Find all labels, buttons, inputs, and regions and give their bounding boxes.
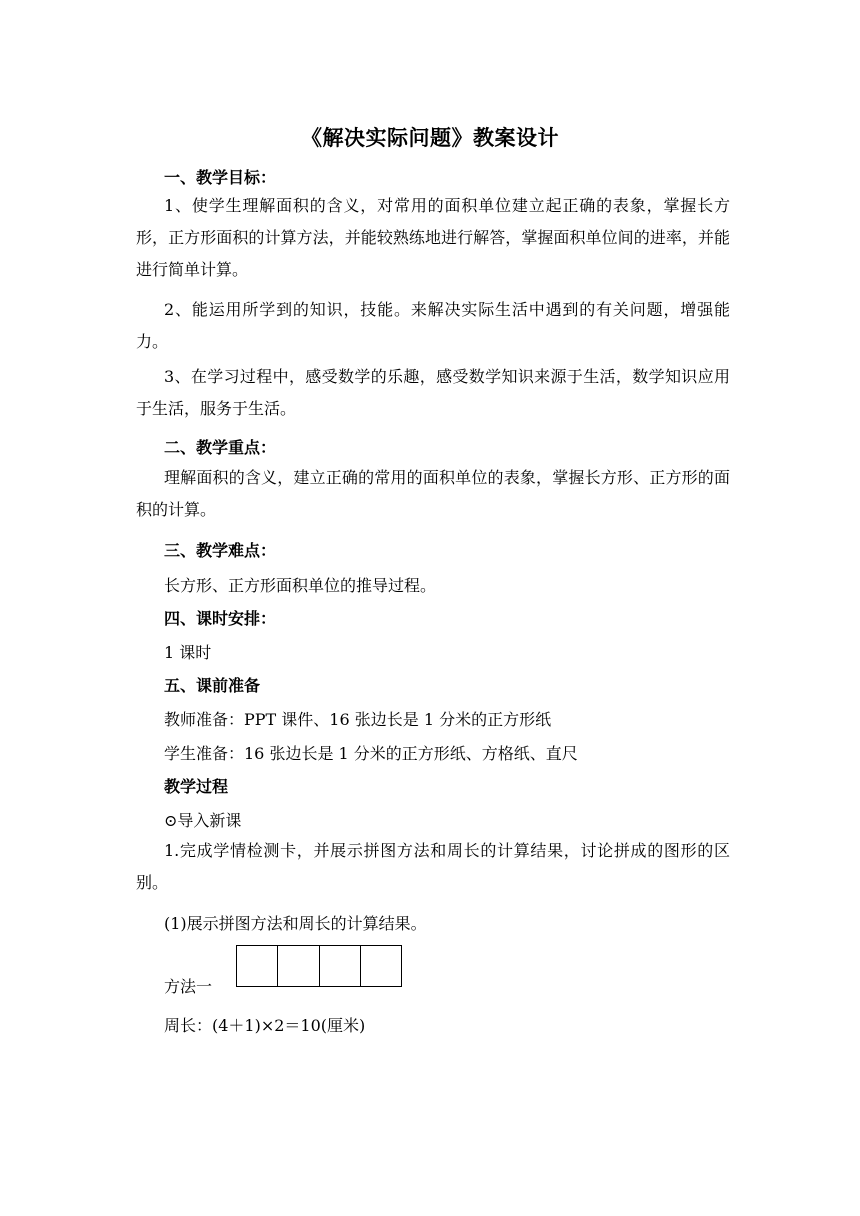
method-1-diagram	[236, 945, 402, 987]
student-prep: 学生准备：16 张边长是 1 分米的正方形纸、方格纸、直尺	[164, 744, 578, 763]
schedule-text: 1 课时	[164, 643, 212, 662]
grid-square	[237, 946, 278, 986]
key-text: 理解面积的含义，建立正确的常用的面积单位的表象，掌握长方形、正方形的面积的计算。	[136, 468, 730, 519]
grid-square	[361, 946, 401, 986]
difficulty-heading: 三、教学难点：	[164, 541, 277, 560]
step-1: 1.完成学情检测卡，并展示拼图方法和周长的计算结果，讨论拼成的图形的区别。	[136, 841, 730, 892]
difficulty-text: 长方形、正方形面积单位的推导过程。	[164, 576, 437, 595]
key-heading: 二、教学重点：	[164, 438, 277, 457]
goal-2: 2、能运用所学到的知识，技能。来解决实际生活中遇到的有关问题，增强能力。	[136, 300, 730, 351]
teacher-prep: 教师准备：PPT 课件、16 张边长是 1 分米的正方形纸	[164, 710, 552, 729]
document-title: 《解决实际问题》教案设计	[301, 125, 559, 150]
perimeter-formula: 周长：(4＋1)×2＝10(厘米)	[164, 1016, 366, 1035]
step-1-sub: (1)展示拼图方法和周长的计算结果。	[164, 914, 427, 933]
schedule-heading: 四、课时安排：	[164, 609, 277, 628]
goal-3: 3、在学习过程中，感受数学的乐趣，感受数学知识来源于生活，数学知识应用于生活，服务于生活。	[136, 367, 730, 418]
prep-heading: 五、课前准备	[164, 676, 261, 695]
goals-heading: 一、教学目标：	[164, 168, 277, 187]
method-1-label: 方法一	[164, 977, 213, 996]
intro-item: ⊙导入新课	[164, 811, 242, 830]
grid-square	[320, 946, 361, 986]
goal-1: 1、使学生理解面积的含义，对常用的面积单位建立起正确的表象，掌握长方形，正方形面积的计算方法，并能较熟练地进行解答，掌握面积单位间的进率，并能进行简单计算。	[136, 196, 730, 279]
grid-square	[278, 946, 319, 986]
process-heading: 教学过程	[164, 777, 229, 796]
